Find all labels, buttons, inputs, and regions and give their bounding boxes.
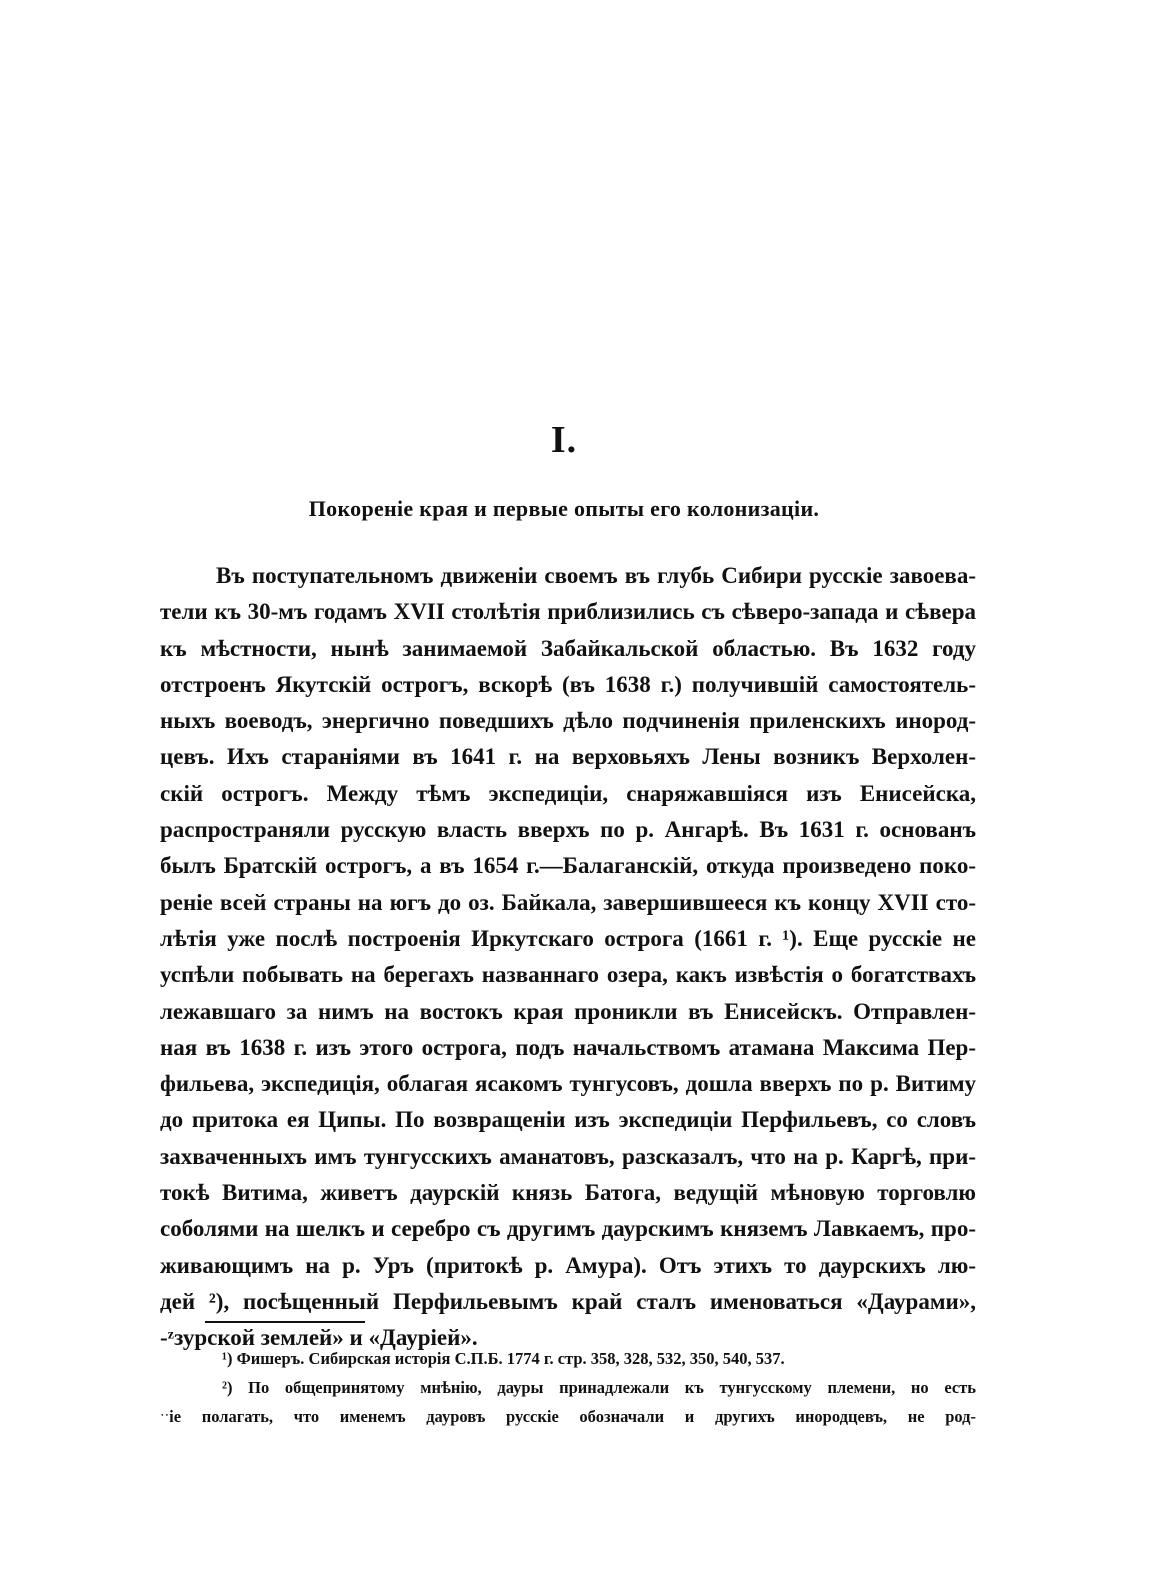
body-line: до притока ея Ципы. По возвращеніи изъ экспедиціи Перфильевъ, со словъ (160, 1107, 976, 1133)
footnotes (160, 1344, 976, 1431)
body-line: распространяли русскую власть вверхъ по р. Ангарѣ. Въ 1631 г. основанъ (160, 817, 976, 843)
body-line: лѣтія уже послѣ построенія Иркутскаго острога (1661 г. ¹). Еще русскіе не (160, 925, 976, 951)
footnote-2: ²) По общепринятому мнѣнію, дауры принадлежали къ тунгусскому племени, но есть (222, 1378, 976, 1397)
chapter-numeral: I. (550, 419, 578, 461)
body-line: былъ Братскій острогъ, а въ 1654 г.—Балаганскій, откуда произведено поко- (160, 853, 976, 879)
body-line: соболями на шелкъ и серебро съ другимъ даурскимъ княземъ Лавкаемъ, про- (160, 1216, 976, 1242)
footnote-1: ¹) Фишеръ. Сибирская исторія С.П.Б. 1774 г. стр. 358, 328, 532, 350, 540, 537. (222, 1349, 785, 1368)
body-line: живающимъ на р. Уръ (притокѣ р. Амура). Отъ этихъ то даурскихъ лю- (160, 1252, 976, 1278)
body-paragraph (160, 558, 976, 1357)
body-line: тели къ 30-мъ годамъ XVII столѣтія приблизились съ сѣверо-запада и сѣвера (160, 599, 976, 625)
body-line: къ мѣстности, нынѣ занимаемой Забайкальской областью. Въ 1632 году (160, 635, 976, 661)
body-line: отстроенъ Якутскій острогъ, вскорѣ (въ 1638 г.) получившій самостоятель- (160, 671, 976, 697)
body-line: дей ²), посѣщенный Перфильевымъ край сталъ именоваться «Даурами», (160, 1288, 976, 1314)
body-line: лежавшаго за нимъ на востокъ края проникли въ Енисейскъ. Отправлен- (160, 998, 976, 1024)
body-line: Въ поступательномъ движеніи своемъ въ глубь Сибири русскіе завоева- (216, 563, 976, 588)
footnote-2-continuation: ˑˑіе полагать, что именемъ дауровъ русскіе обозначали и другихъ инородцевъ, не род- (160, 1407, 976, 1426)
footnote-divider (205, 1321, 365, 1323)
body-line: ныхъ воеводъ, энергично поведшихъ дѣло подчиненія приленскихъ инород- (160, 708, 976, 734)
body-line: успѣли побывать на берегахъ названнаго озера, какъ извѣстія о богатствахъ (160, 962, 976, 988)
body-line: токѣ Витима, живетъ даурскій князь Батога, ведущій мѣновую торговлю (160, 1180, 976, 1206)
body-line: реніе всей страны на югъ до оз. Байкала, завершившееся къ концу XVII сто- (160, 889, 976, 915)
body-line: цевъ. Ихъ стараніями въ 1641 г. на верховьяхъ Лены возникъ Верхолен- (160, 744, 976, 770)
body-line: -ᶻзурской землей» и «Дауріей». (160, 1325, 478, 1351)
body-line: захваченныхъ имъ тунгусскихъ аманатовъ, разсказалъ, что на р. Каргѣ, при- (160, 1143, 976, 1169)
body-line: скій острогъ. Между тѣмъ экспедиціи, снаряжавшіяся изъ Енисейска, (160, 780, 976, 806)
body-line: ная въ 1638 г. изъ этого острога, подъ начальствомъ атамана Максима Пер- (160, 1034, 976, 1060)
chapter-title: Покореніе края и первые опыты его колонизаціи. (308, 496, 820, 521)
body-line: фильева, экспедиція, облагая ясакомъ тунгусовъ, дошла вверхъ по р. Витиму (160, 1071, 976, 1097)
